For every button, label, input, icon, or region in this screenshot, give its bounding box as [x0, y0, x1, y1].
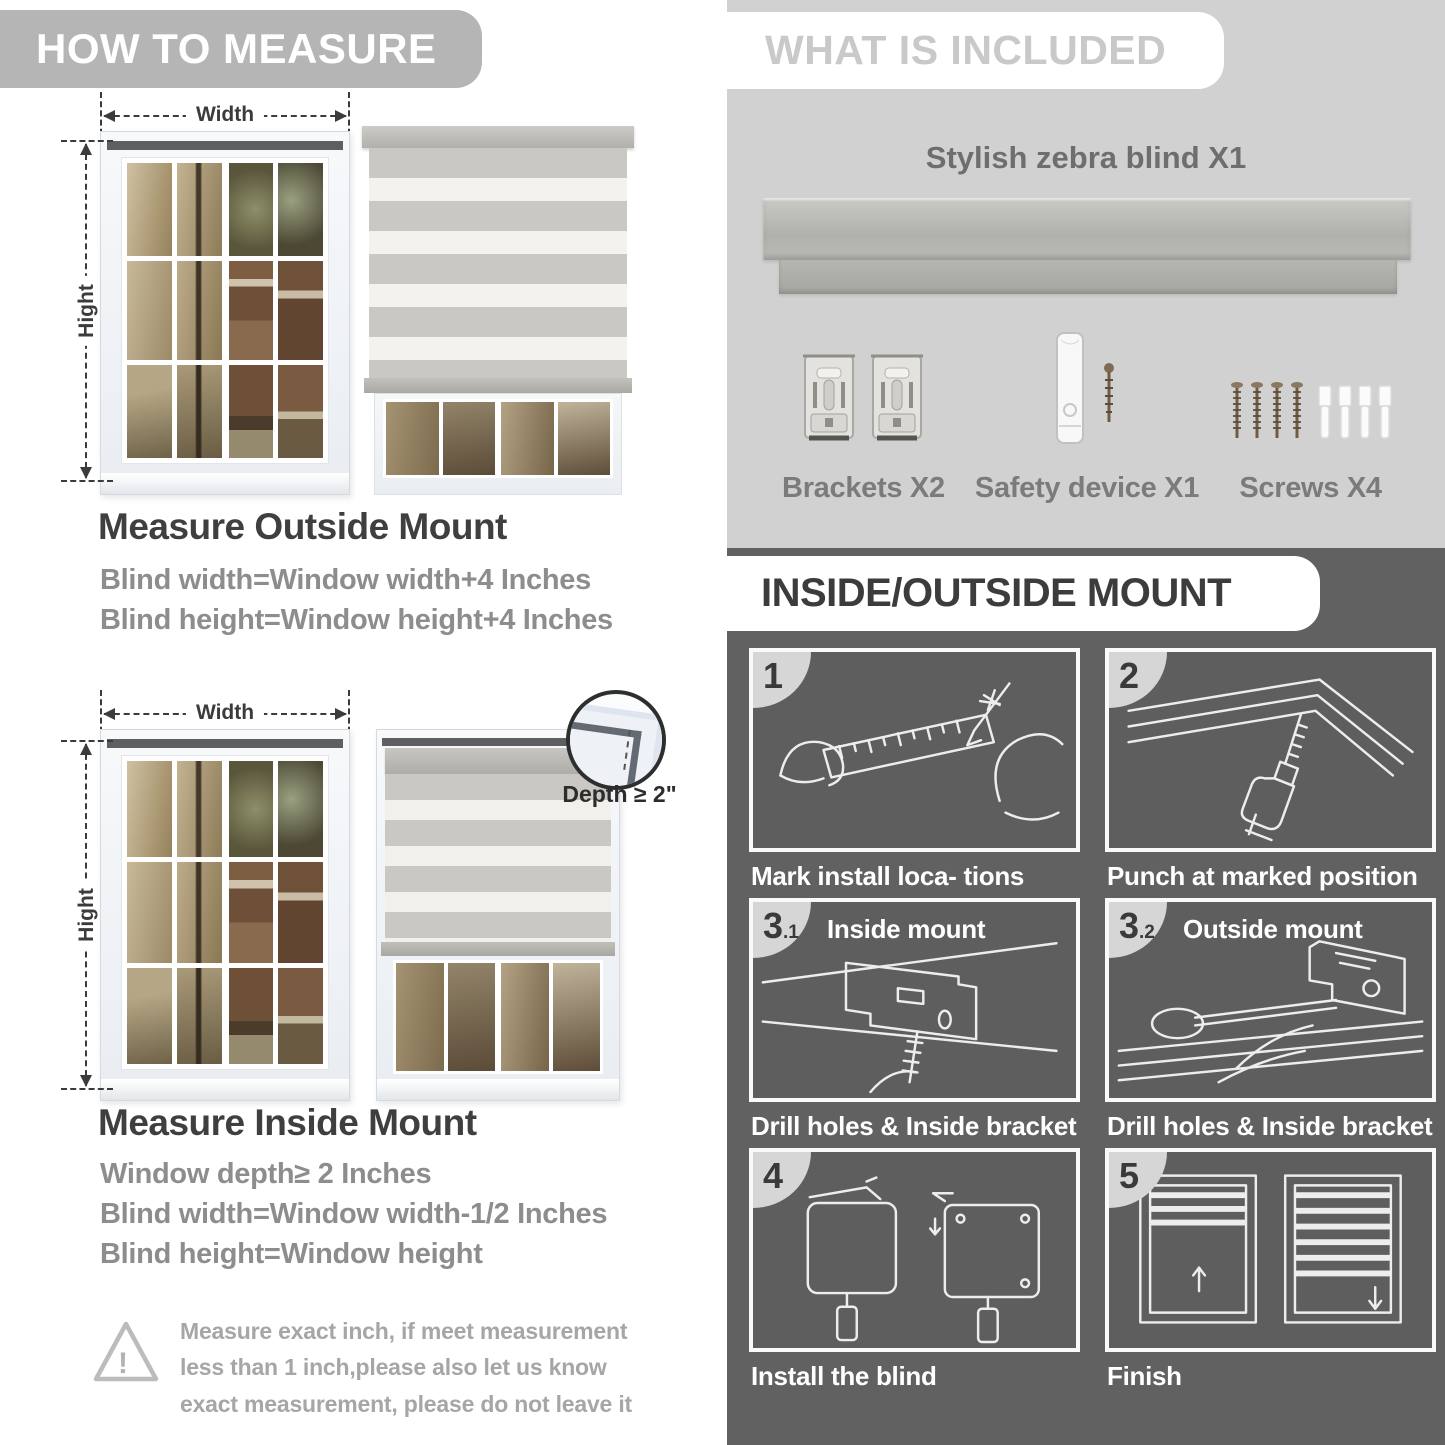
window-sill — [101, 473, 349, 494]
window-pane — [278, 968, 323, 1064]
screws-icons — [1227, 330, 1395, 448]
outside-mount-title: Measure Outside Mount — [98, 506, 507, 547]
window-pane — [229, 365, 274, 458]
step-5-panel — [1105, 1148, 1436, 1352]
window-pane — [177, 163, 222, 256]
depth-label: Depth ≥ 2" — [562, 781, 677, 807]
window-pane — [229, 761, 274, 857]
window-pane — [443, 402, 496, 475]
window-pane — [177, 761, 222, 857]
depth-magnifier-icon — [566, 690, 666, 790]
window-glass — [383, 399, 613, 478]
window-sill — [377, 1079, 619, 1100]
step-2-panel — [1105, 648, 1436, 852]
window-door-right — [229, 761, 324, 1064]
step-3-2-panel — [1105, 898, 1436, 1102]
window-door-left — [127, 761, 222, 1064]
step-4-panel — [749, 1148, 1080, 1352]
width-label: Width — [186, 701, 264, 725]
inside-width-dimension — [100, 698, 350, 732]
width-label: Width — [186, 103, 264, 127]
window-glass — [393, 960, 603, 1074]
step-3-2-title: Outside mount — [1183, 914, 1363, 944]
window-top-rail — [107, 141, 343, 150]
zebra-blind-photo — [362, 114, 634, 495]
safety-device-icons — [1047, 330, 1127, 448]
window-door-right — [501, 402, 610, 475]
step-1-caption: Mark install loca- tions — [751, 861, 1025, 891]
inside-outside-mount-banner — [727, 556, 1320, 631]
step-3-1-title: Inside mount — [827, 914, 986, 944]
arrow-up-icon — [80, 743, 92, 755]
outside-height-dimension — [70, 140, 104, 482]
step-3-1-caption: Drill holes & Inside bracket — [751, 1111, 1077, 1141]
arrow-down-icon — [80, 1075, 92, 1087]
step-1-panel — [749, 648, 1080, 852]
inside-height-formula: Blind height=Window height — [100, 1238, 483, 1270]
step-2-caption: Punch at marked position — [1107, 861, 1418, 891]
outside-width-dimension — [100, 100, 350, 134]
blind-bottom-rail — [364, 378, 632, 393]
arrow-left-icon — [103, 110, 115, 122]
height-label: Hight — [75, 880, 99, 950]
dimension-tick — [61, 740, 113, 742]
window-door-left — [396, 963, 495, 1071]
window-door-left — [127, 163, 222, 458]
headrail-image — [763, 198, 1411, 260]
inside-depth-formula: Window depth≥ 2 Inches — [100, 1158, 432, 1190]
exclamation-mark: ! — [118, 1347, 128, 1380]
window-pane — [278, 261, 323, 359]
brackets-label: Brackets X2 — [782, 472, 945, 504]
window-behind-blind — [374, 393, 622, 495]
window-door-right — [229, 163, 324, 458]
window-pane — [229, 968, 274, 1064]
window-glass — [121, 157, 329, 464]
arrow-right-icon — [335, 708, 347, 720]
window-pane — [278, 862, 323, 963]
arrow-right-icon — [335, 110, 347, 122]
arrow-up-icon — [80, 143, 92, 155]
safety-device-icon — [1047, 330, 1127, 448]
dimension-tick — [61, 140, 113, 142]
window-pane — [127, 968, 172, 1064]
step-5-caption: Finish — [1107, 1361, 1182, 1391]
what-is-included-section — [727, 0, 1445, 548]
window-pane — [558, 402, 611, 475]
height-label: Hight — [75, 276, 99, 346]
installation-steps-grid — [749, 648, 1436, 1398]
window-pane — [278, 761, 323, 857]
step-1-badge: 1 — [753, 652, 811, 708]
window-pane — [127, 862, 172, 963]
blind-bottom-rail — [381, 942, 615, 956]
inside-outside-mount-section — [727, 548, 1445, 1445]
window-pane — [278, 163, 323, 256]
inside-width-formula: Blind width=Window width-1/2 Inches — [100, 1198, 608, 1230]
window-pane — [386, 402, 439, 475]
bracket-icon — [869, 348, 925, 448]
window-door-left — [386, 402, 495, 475]
blind-headrail — [362, 126, 634, 148]
window-pane — [177, 968, 222, 1064]
safety-device-label: Safety device X1 — [974, 472, 1200, 504]
window-pane — [127, 761, 172, 857]
included-item-safety-device — [964, 330, 1210, 505]
bracket-icon — [801, 348, 857, 448]
inside-outside-mount-title: INSIDE/OUTSIDE MOUNT — [761, 571, 1232, 615]
outside-height-formula: Blind height=Window height+4 Inches — [100, 604, 613, 636]
window-pane — [177, 365, 222, 458]
step-2 — [1105, 648, 1436, 898]
screws-label: Screws X4 — [1239, 472, 1382, 504]
product-label: Stylish zebra blind X1 — [925, 140, 1247, 175]
window-pane — [177, 261, 222, 359]
window-pane — [177, 862, 222, 963]
inside-mount-title: Measure Inside Mount — [98, 1102, 477, 1143]
anchor-icons — [1319, 386, 1391, 438]
arrow-left-icon — [103, 708, 115, 720]
measurement-warning — [92, 1313, 652, 1423]
included-item-screws — [1210, 330, 1411, 505]
step-3-2 — [1105, 898, 1436, 1148]
what-is-included-title: WHAT IS INCLUDED — [765, 27, 1167, 73]
dimension-tick — [61, 1088, 113, 1090]
screws-icon — [1227, 378, 1395, 448]
window-door-right — [501, 963, 600, 1071]
window-pane — [501, 402, 554, 475]
outside-width-formula: Blind width=Window width+4 Inches — [100, 564, 591, 596]
step-4-badge: 4 — [753, 1152, 811, 1208]
step-4-caption: Install the blind — [751, 1361, 937, 1391]
window-pane — [229, 163, 274, 256]
how-to-measure-banner — [0, 10, 482, 88]
step-4 — [749, 1148, 1080, 1398]
window-pane — [448, 963, 496, 1071]
how-to-measure-title: HOW TO MEASURE — [36, 25, 437, 72]
bracket-icons — [801, 330, 925, 448]
window-top-rail — [107, 739, 343, 748]
step-5-badge: 5 — [1109, 1152, 1167, 1208]
window-glass — [121, 755, 329, 1070]
step-2-badge: 2 — [1109, 652, 1167, 708]
inside-height-dimension — [70, 740, 104, 1090]
included-item-brackets — [763, 330, 964, 505]
window-pane — [501, 963, 549, 1071]
window-pane — [278, 365, 323, 458]
window-pane — [229, 261, 274, 359]
step-3-2-caption: Drill holes & Inside bracket — [1107, 1111, 1433, 1141]
window-pane — [127, 261, 172, 359]
dimension-tick — [61, 480, 113, 482]
window-pane — [396, 963, 444, 1071]
arrow-down-icon — [80, 467, 92, 479]
what-is-included-banner — [727, 12, 1224, 89]
step-3-1 — [749, 898, 1080, 1148]
step-3-2-badge: 3.2 — [1109, 902, 1167, 958]
step-3-1-panel — [749, 898, 1080, 1102]
headrail-bottom-image — [779, 260, 1397, 294]
window-photo-outside — [100, 131, 350, 495]
window-pane — [229, 862, 274, 963]
window-pane — [127, 163, 172, 256]
step-1 — [749, 648, 1080, 898]
window-sill — [101, 1079, 349, 1100]
blind-stripes — [369, 148, 627, 378]
window-pane — [127, 365, 172, 458]
warning-text: Measure exact inch, if meet measurement less than 1 inch,please also let us know exact measurement, please do not leave it — [180, 1318, 632, 1417]
window-pane — [553, 963, 601, 1071]
step-5 — [1105, 1148, 1436, 1398]
window-photo-inside — [100, 729, 350, 1101]
included-items-row — [763, 330, 1411, 505]
step-3-1-badge: 3.1 — [753, 902, 811, 958]
